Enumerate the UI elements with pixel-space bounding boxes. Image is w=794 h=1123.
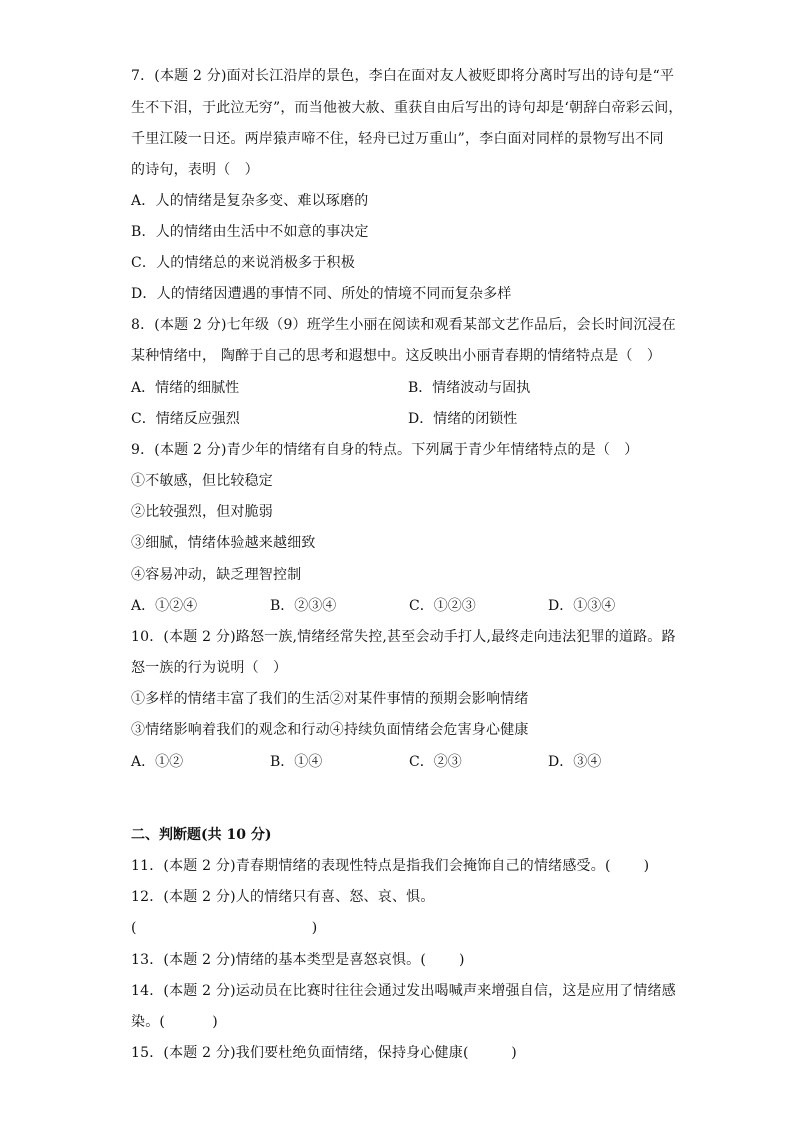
q8-stem-line-1: 8．(本题 2 分)七年级（9）班学生小丽在阅读和观看某部文艺作品后，会长时间沉浸在 xyxy=(131,317,676,333)
q11-statement: 11．(本题 2 分)青春期情绪的表现性特点是指我们会掩饰自己的情绪感受。( ) xyxy=(131,858,650,874)
q7-option-d: D．人的情绪因遭遇的事情不同、所处的情境不同而复杂多样 xyxy=(131,286,512,302)
q12-statement: 12．(本题 2 分)人的情绪只有喜、怒、哀、惧。 xyxy=(131,889,435,905)
q10-option-a: A．①② xyxy=(131,754,184,770)
q8-option-c: C．情绪反应强烈 xyxy=(131,411,240,427)
q12-answer-blank: ( ) xyxy=(131,920,318,936)
q8-stem-line-2: 某种情绪中， 陶醉于自己的思考和遐想中。这反映出小丽青春期的情绪特点是（ ） xyxy=(131,348,662,364)
q14-statement-line-2: 染。( ) xyxy=(131,1014,218,1030)
q9-option-a: A．①②④ xyxy=(131,598,198,614)
q7-stem-line-3: 千里江陵一日还。两岸猿声啼不住，轻舟已过万重山”，李白面对同样的景物写出不同 xyxy=(131,131,664,147)
q8-option-a: A．情绪的细腻性 xyxy=(131,380,240,396)
q13-statement: 13．(本题 2 分)情绪的基本类型是喜怒哀惧。( ) xyxy=(131,952,465,968)
q15-statement: 15．(本题 2 分)我们要杜绝负面情绪，保持身心健康( ) xyxy=(131,1045,517,1061)
q7-option-a: A．人的情绪是复杂多变、难以琢磨的 xyxy=(131,193,369,209)
section-2-title: 二、判断题(共 10 分) xyxy=(131,827,272,843)
q10-item-line-2: ③情绪影响着我们的观念和行动④持续负面情绪会危害身心健康 xyxy=(131,722,529,738)
q9-option-b: B．②③④ xyxy=(270,598,337,614)
q9-item-3: ③细腻，情绪体验越来越细致 xyxy=(131,535,316,551)
q9-item-2: ②比较强烈，但对脆弱 xyxy=(131,504,273,520)
q8-option-d: D．情绪的闭锁性 xyxy=(408,411,518,427)
q7-stem-line-1: 7．(本题 2 分)面对长江沿岸的景色，李白在面对友人被贬即将分离时写出的诗句是“平 xyxy=(131,68,675,84)
q10-option-d: D．③④ xyxy=(548,754,602,770)
q9-option-d: D．①③④ xyxy=(548,598,616,614)
q10-option-c: C．②③ xyxy=(409,754,462,770)
q7-stem-line-4: 的诗句，表明（ ） xyxy=(131,162,259,178)
q8-option-b: B．情绪波动与固执 xyxy=(408,380,531,396)
q10-item-line-1: ①多样的情绪丰富了我们的生活②对某件事情的预期会影响情绪 xyxy=(131,691,529,707)
q7-stem-line-2: 生不下泪，于此泣无穷”，而当他被大赦、重获自由后写出的诗句却是‘朝辞白帝彩云间， xyxy=(131,100,683,116)
q7-option-c: C．人的情绪总的来说消极多于积极 xyxy=(131,255,355,271)
q10-stem-line-2: 怒一族的行为说明（ ） xyxy=(131,660,288,676)
q14-statement-line-1: 14．(本题 2 分)运动员在比赛时往往会通过发出喝喊声来增强自信，这是应用了情绪感 xyxy=(131,983,676,999)
q9-item-4: ④容易冲动，缺乏理智控制 xyxy=(131,567,302,583)
q9-item-1: ①不敏感，但比较稳定 xyxy=(131,473,273,489)
q7-option-b: B．人的情绪由生活中不如意的事决定 xyxy=(131,224,369,240)
q9-option-c: C．①②③ xyxy=(409,598,476,614)
q10-option-b: B．①④ xyxy=(270,754,323,770)
q9-stem-line-1: 9．(本题 2 分)青少年的情绪有自身的特点。下列属于青少年情绪特点的是（ ） xyxy=(131,442,639,458)
q10-stem-line-1: 10．(本题 2 分)路怒一族,情绪经常失控,甚至会动手打人,最终走向违法犯罪的道路。路 xyxy=(131,629,676,645)
